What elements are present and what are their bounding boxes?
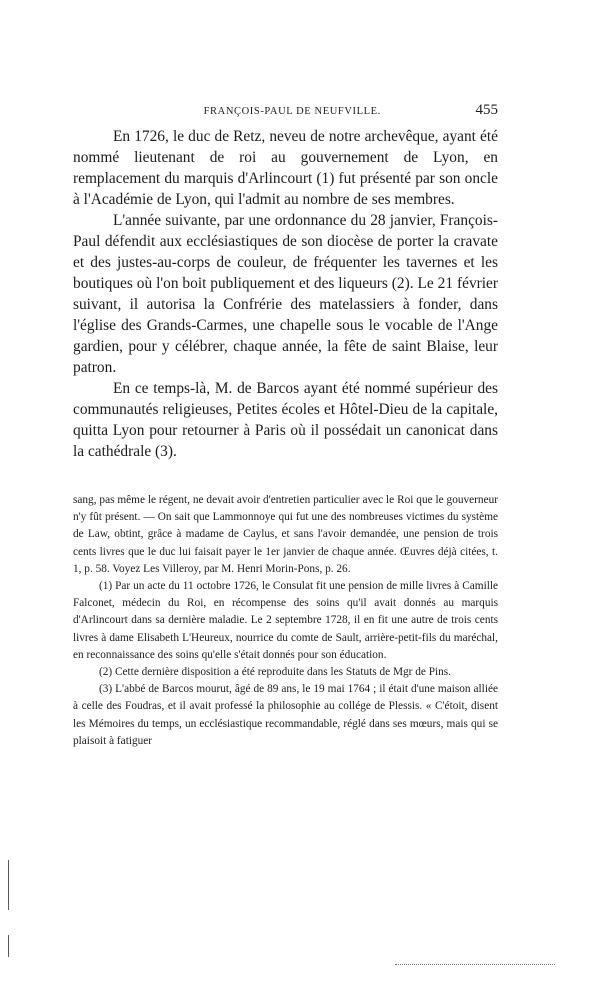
margin-mark: [8, 935, 9, 957]
page-number: 455: [475, 102, 498, 118]
paragraph: L'année suivante, par une ordonnance du 28 janvier, François-Paul défendit aux ecclésiastiques de son diocèse de porter la cravate et des justes-au-corps de couleur, de fréquenter les tavernes et les boutiques où l'on boit publiquement et des liqueurs (2). Le 21 février suivant, il autorisa la Confrérie des matelassiers à fonder, dans l'église des Grands-Carmes, une chapelle sous le vocable de l'Ange gardien, pour y célébrer, chaque année, la fête de saint Blaise, leur patron.: [73, 212, 498, 376]
margin-mark: [8, 860, 9, 910]
paragraph: En 1726, le duc de Retz, neveu de notre archevêque, ayant été nommé lieutenant de roi au gouvernement de Lyon, en remplacement du marquis d'Arlincourt (1) fut présenté par son oncle à l'Académie de Lyon, qui l'admit au nombre de ses membres.: [73, 128, 498, 208]
footnotes: [73, 492, 498, 750]
footnote: (2) Cette dernière disposition a été reproduite dans les Statuts de Mgr de Pins.: [99, 666, 452, 679]
footnote: (1) Par un acte du 11 octobre 1726, le Consulat fit une pension de mille livres à Camille Falconet, médecin du Roi, en récompense des soins qu'il avait donnés au marquis d'Arlincourt dans sa dernière maladie. Le 2 septembre 1728, il en fit une autre de trois cents livres à dame Elisabeth L'Heureux, nourrice du comte de Sault, arrière-petit-fils du maréchal, en reconnaissance des soins qu'elle s'était donnés pour son éducation.: [73, 580, 498, 661]
running-head: [73, 102, 498, 124]
running-title: FRANÇOIS-PAUL DE NEUFVILLE.: [203, 106, 381, 117]
footnote-continuation: sang, pas même le régent, ne devait avoir d'entretien particulier avec le Roi que le gouverneur n'y fût présent. — On sait que Lammonnoye qui fut une des nombreuses victimes du système de Law, obtint, grâce à madame de Caylus, et sans l'avoir demandée, une pension de trois cents livres que le duc lui faisait payer le 1er janvier de chaque année. Œuvres déjà citées, t. 1, p. 58. Voyez Les Villeroy, par M. Henri Morin-Pons, p. 26.: [73, 494, 498, 575]
paragraph: En ce temps-là, M. de Barcos ayant été nommé supérieur des communautés religieuses, Petites écoles et Hôtel-Dieu de la capitale, quitta Lyon pour retourner à Paris où il possédait un canonicat dans la cathédrale (3).: [73, 380, 498, 460]
body-text: [73, 126, 498, 462]
dotted-rule: [395, 964, 555, 965]
footnote: (3) L'abbé de Barcos mourut, âgé de 89 ans, le 19 mai 1764 ; il était d'une maison alliée à celle des Foudras, et il avait professé la philosophie au collége de Plessis. « C'étoit, disent les Mémoires du temps, un ecclésiastique recommandable, réglé dans ses mœurs, mais qui se plaisoit à fatiguer: [73, 683, 498, 747]
page: [73, 102, 498, 750]
